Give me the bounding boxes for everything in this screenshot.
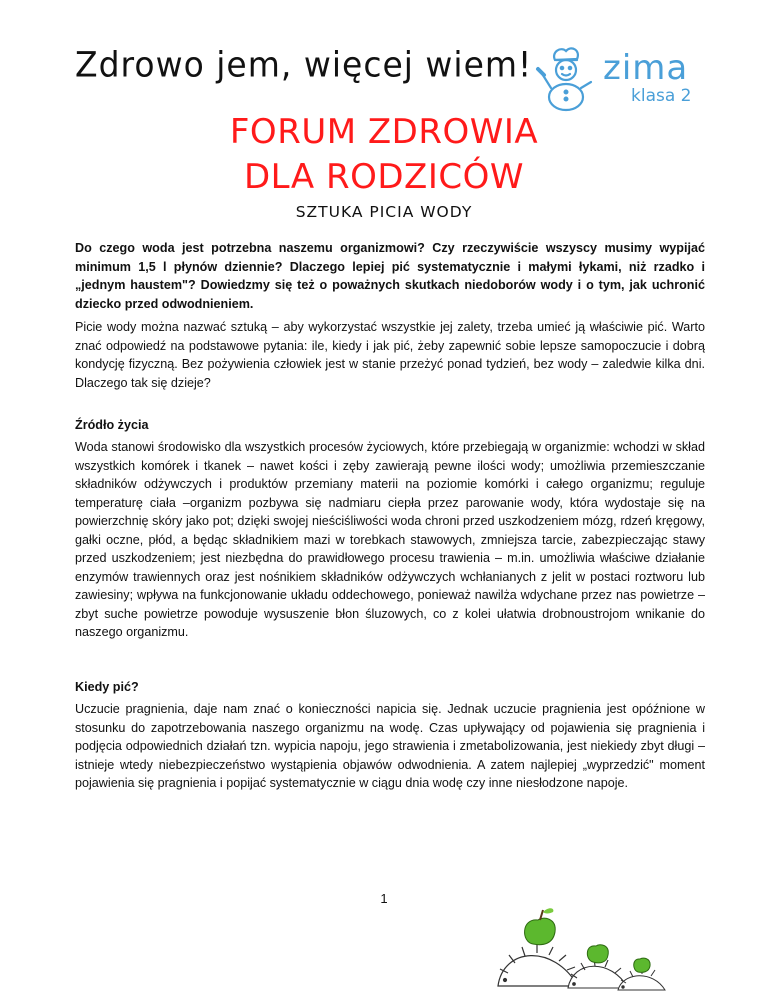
section-paragraph: Uczucie pragnienia, daje nam znać o konieczności napicia się. Jednak uczucie pragnienia jest opóźnione w stosunku do zapotrzebowania naszego organizmu na wodę. Czas upływający od pojawienia się pragnienia i podjęcia odpowiednich działań tzn. wypicia napoju, jego strawienia i zmetabolizowania, jest niekiedy zbyt długi – istnieje wtedy niebezpieczeństwo wystąpienia objawów odwodnienia. A zatem najlepiej „wyprzedzić" moment pojawienia się pragnienia i popijać systematycznie w ciągu dnia wodę czy inne niesłodzone napoje. <box>75 702 705 790</box>
hedgehogs-with-apples-icon <box>493 888 673 994</box>
snowman-chef-icon <box>533 42 603 112</box>
lead-paragraph: Do czego woda jest potrzebna naszemu organizmowi? Czy rzeczywiście wszyscy musimy wypijać minimum 1,5 l płynów dziennie? Dlaczego lepiej pić systematycznie i małymi łykami, niż rzadko i „jednym haustem"? Dowiedzmy się też o poważnych skutkach niedoborów wody i o tym, jak uchronić dziecko przed odwodnieniem. <box>75 241 705 311</box>
page-subtitle: SZTUKA PICIA WODY <box>295 203 473 221</box>
logo-word: zima <box>603 48 689 88</box>
intro-paragraph: Picie wody można nazwać sztuką – aby wykorzystać wszystkie jej zalety, trzeba umieć ją właściwie pić. Warto znać odpowiedź na podstawowe pytania: ile, kiedy i jak pić, żeby zapewnić sobie lepsze samopoczucie i dobrą kondycję fizyczną. Bez pożywienia człowiek jest w stanie przeżyć ponad tydzień, bez wody – zaledwie kilka dni. Dlaczego tak się dzieje? <box>75 320 705 390</box>
section-heading: Źródło życia <box>75 418 149 432</box>
slogan: Zdrowo jem, więcej wiem! <box>75 44 533 85</box>
title-line-2: DLA RODZICÓW <box>244 157 524 197</box>
logo-subtitle: klasa 2 <box>631 86 692 106</box>
page-number: 1 <box>380 891 388 906</box>
title-line-1: FORUM ZDROWIA <box>229 112 539 152</box>
page-title <box>0 110 768 200</box>
section-heading: Kiedy pić? <box>75 680 139 694</box>
section-paragraph: Woda stanowi środowisko dla wszystkich procesów życiowych, które przebiegają w organizmie: wchodzi w skład wszystkich komórek i tkanek – nawet kości i zęby zawierają pewne ilości wody; umożliwia przemieszczanie składników odżywczych i produktów przemiany materii na poziomie komórki i całego organizmu; reguluje temperaturę ciała –organizm pozbywa się nadmiaru ciepła przez parowanie wody, która wydostaje się na powierzchnię skóry jako pot; dzięki swojej nieściśliwości woda chroni przed uszkodzeniem mózg, rdzeń kręgowy, gałki oczne, płód, a będąc składnikiem mazi w torebkach stawowych, zmniejsza tarcie, zabezpieczając stawy przed uszkodzeniem; jest niezbędna do prawidłowego procesu trawienia – m.in. umożliwia właściwe działanie enzymów trawiennych oraz jest nośnikiem składników odżywczych wchłanianych z jelit w postaci roztworu lub zawiesiny; wpływa na funkcjonowanie układu oddechowego, ponieważ nawilża wdychane przez nas powietrze – zbyt suche powietrze powoduje wysuszenie błon śluzowych, co z kolei ułatwia drobnoustrojom wnikanie do naszego organizmu. <box>75 440 705 639</box>
zima-logo <box>533 42 703 112</box>
